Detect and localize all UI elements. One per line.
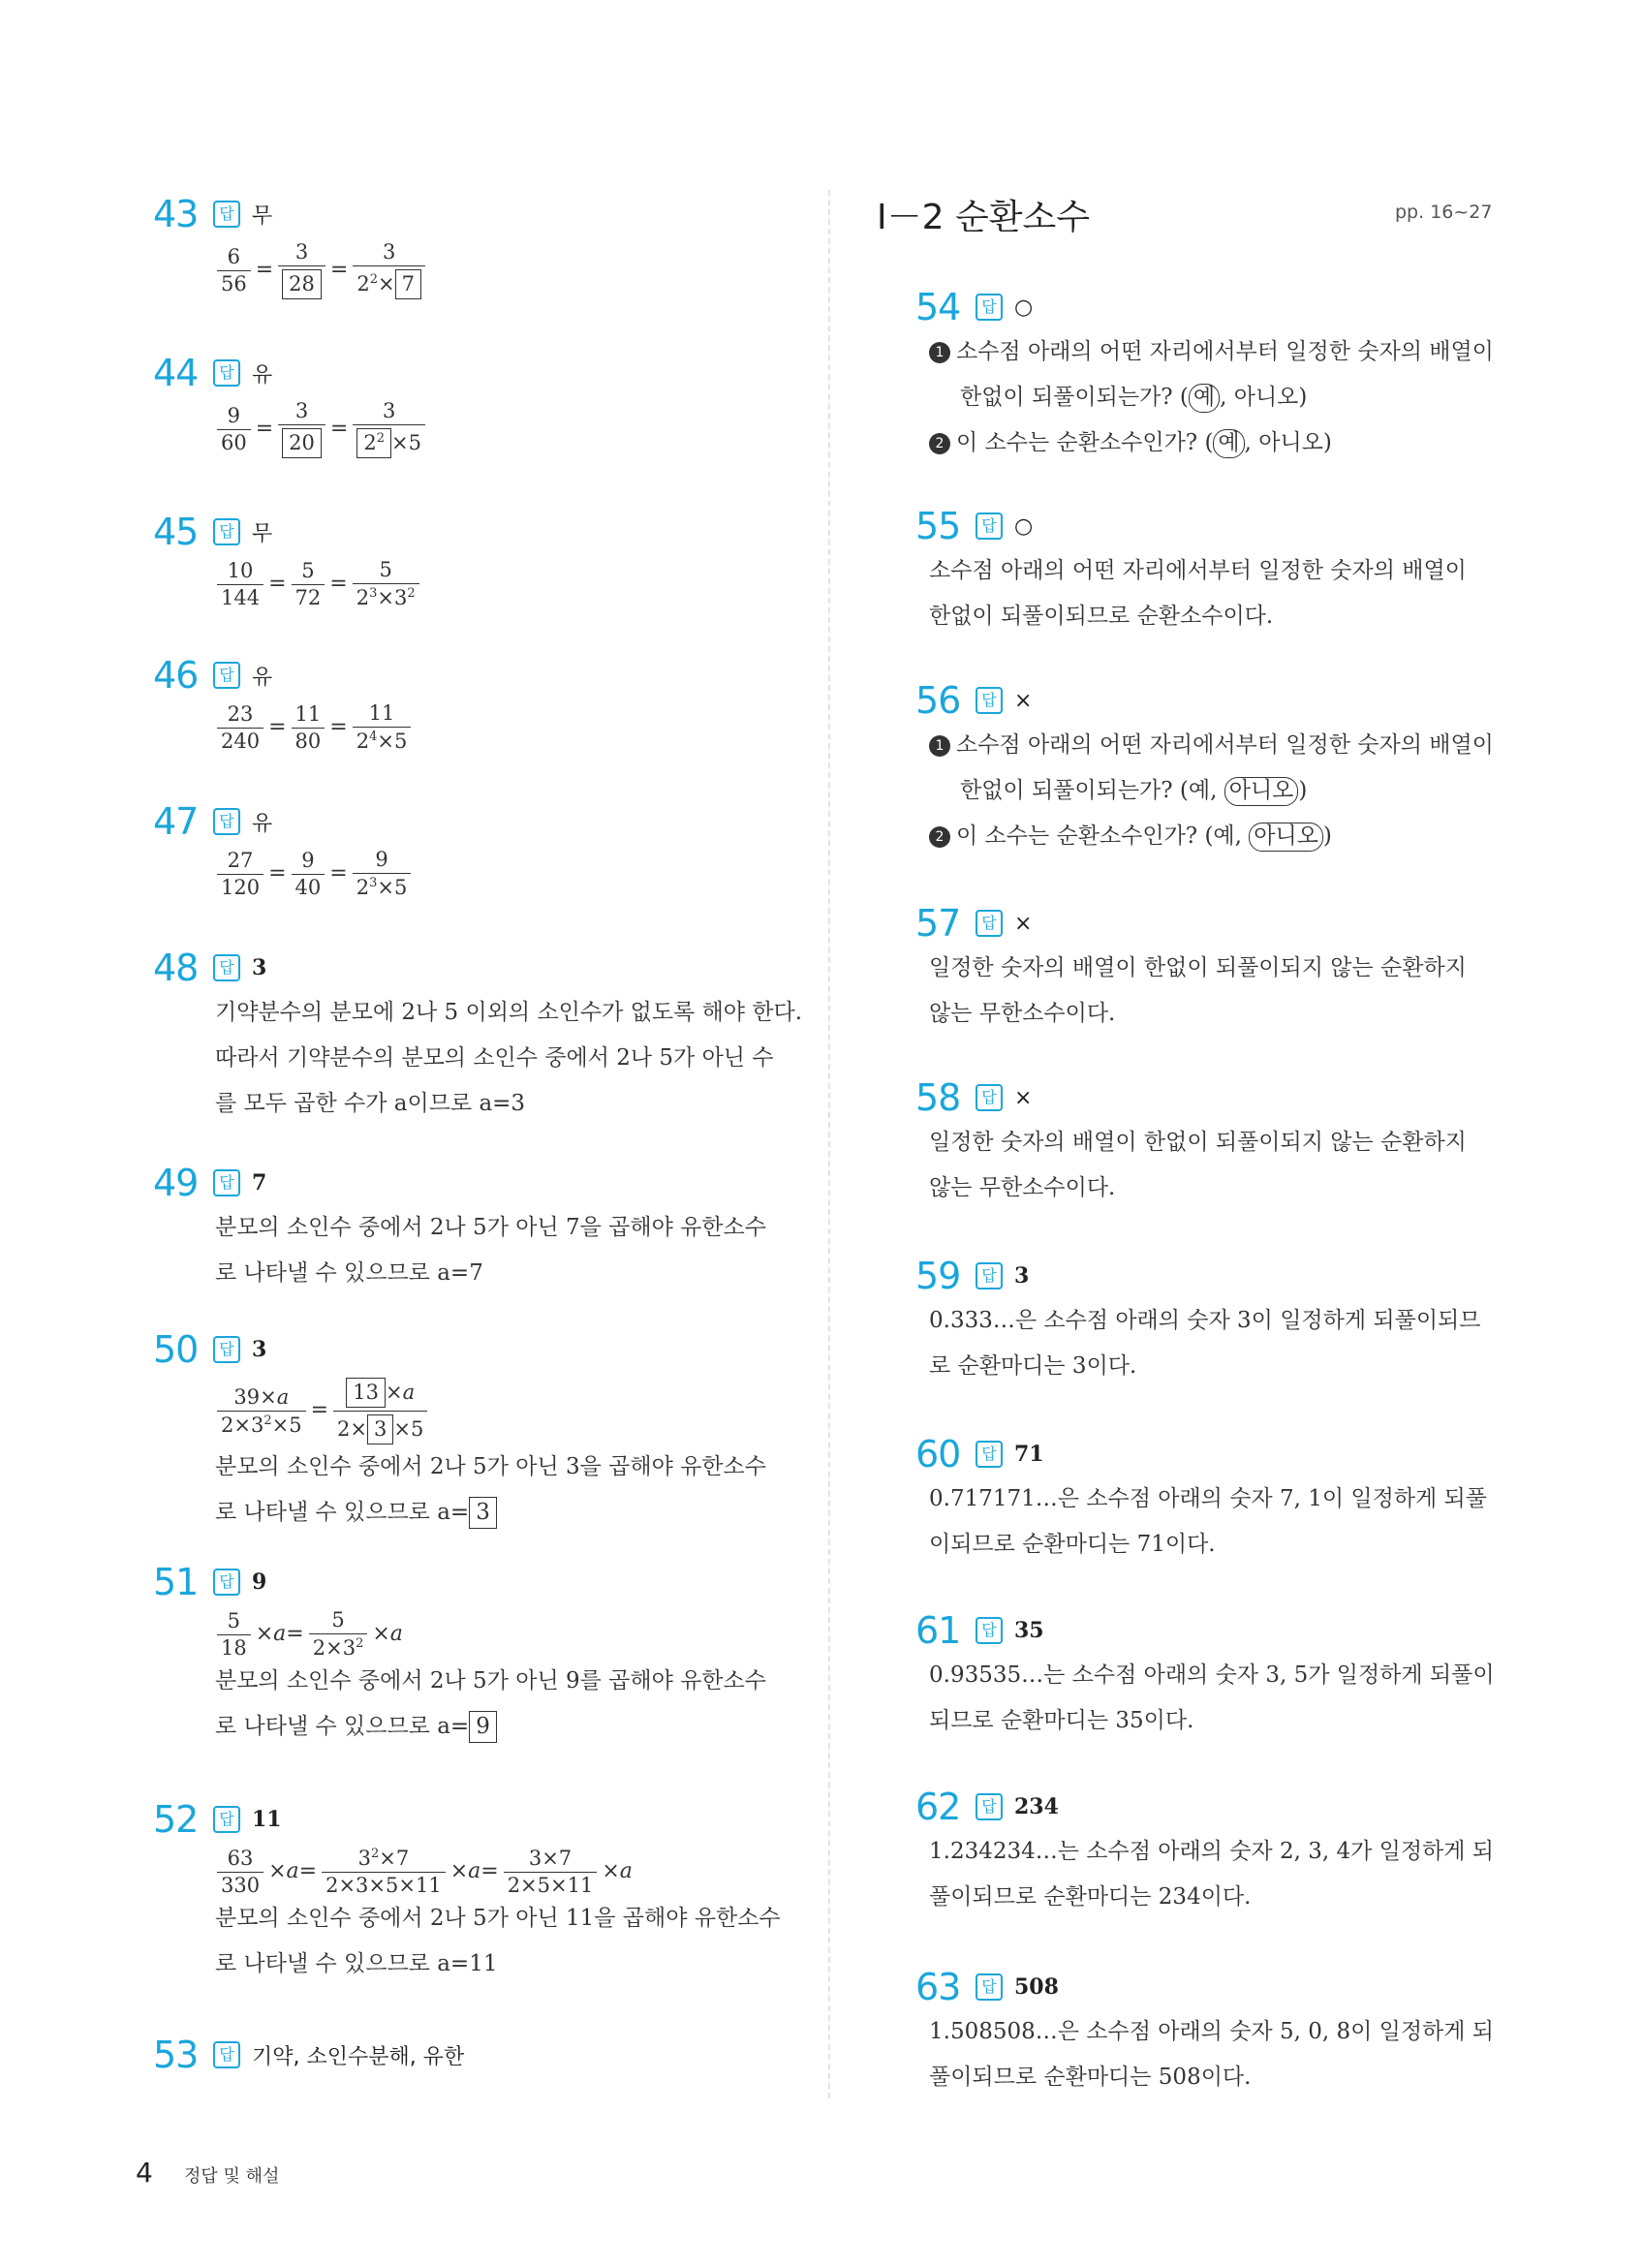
problem-number: 54 <box>915 286 961 328</box>
explanation: 분모의 소인수 중에서 2나 5가 아닌 7을 곱해야 유한소수 로 나타낼 수 있으므로 a=7 <box>215 1215 766 1286</box>
answer: × <box>1014 688 1033 713</box>
problem-47 <box>153 799 413 898</box>
answer-tag-icon: 답 <box>976 294 1003 321</box>
problem-number: 61 <box>915 1609 961 1652</box>
step-2-icon: 2 <box>929 826 950 848</box>
problem-number: 62 <box>915 1786 961 1828</box>
problem-54 <box>915 285 1494 466</box>
problem-number: 55 <box>915 505 961 547</box>
problem-52 <box>153 1797 781 1987</box>
problem-63 <box>915 1965 1494 2100</box>
problem-number: 50 <box>153 1328 199 1371</box>
answer: 3 <box>252 955 267 980</box>
explanation: 1.234234…는 소수점 아래의 숫자 2, 3, 4가 일정하게 되 풀이되므로 순환마디는 234이다. <box>929 1839 1495 1910</box>
explanation: 기약분수의 분모에 2나 5 이외의 소인수가 없도록 해야 한다. 따라서 기약분수의 분모의 소인수 중에서 2나 5가 아닌 수 를 모두 곱한 수가 a이므로 a=3 <box>215 1000 803 1116</box>
step-1-icon: 1 <box>929 735 950 757</box>
circled-choice: 아니오 <box>1224 777 1299 806</box>
page-range: pp. 16~27 <box>1395 202 1493 223</box>
answer-tag-icon: 답 <box>213 1336 240 1363</box>
problem-number: 44 <box>153 352 199 394</box>
answer-tag-icon: 답 <box>213 1806 240 1833</box>
step-2-icon: 2 <box>929 433 950 454</box>
explanation: 0.717171…은 소수점 아래의 숫자 7, 1이 일정하게 되풀 이되므로 순환마디는 71이다. <box>929 1486 1487 1557</box>
explanation: 분모의 소인수 중에서 2나 5가 아닌 3을 곱해야 유한소수 로 나타낼 수 있으므로 a= 3 <box>153 1445 766 1536</box>
answer-tag-icon: 답 <box>976 1973 1003 2001</box>
problem-61 <box>915 1608 1495 1744</box>
problem-50 <box>153 1327 766 1536</box>
equation: $\frac{39\times a}{2\times 3^2\times 5}$ = $\frac{13 \times a}{2\times 3 \times 5}$ <box>153 1376 766 1445</box>
problem-48 <box>153 946 802 1127</box>
answer: × <box>1014 911 1033 936</box>
answer: 9 <box>252 1569 267 1595</box>
equation: $\frac{63}{330}$ ×a= $\frac{3^2\times 7}{2\times 3\times 5\times 11}$ ×a= $\frac{3\times 7}{2\times 5\times 11}$ ×a <box>153 1846 781 1896</box>
equation: $\frac{5}{18}$ ×a= $\frac{5}{2\times 3^2}$ ×a <box>153 1608 766 1659</box>
problem-number: 45 <box>153 511 199 553</box>
problem-57 <box>915 901 1467 1037</box>
answer-tag-icon: 답 <box>976 1084 1003 1111</box>
explanation: 일정한 숫자의 배열이 한없이 되풀이되지 않는 순환하지 않는 무한소수이다. <box>929 1130 1467 1200</box>
answer-tag-icon: 답 <box>213 518 240 545</box>
explanation: 1.508508…은 소수점 아래의 숫자 5, 0, 8이 일정하게 되 풀이되므로 순환마디는 508이다. <box>929 2019 1495 2090</box>
answer: ○ <box>1014 295 1034 320</box>
answer: 유 <box>252 362 273 388</box>
problem-number: 60 <box>915 1433 961 1476</box>
problem-58 <box>915 1075 1467 1211</box>
answer: 무 <box>252 203 273 229</box>
answer-tag-icon: 답 <box>976 513 1003 540</box>
problem-53 <box>153 2033 464 2077</box>
answer: ○ <box>1014 513 1034 539</box>
problem-number: 52 <box>153 1798 199 1841</box>
problem-number: 63 <box>915 1966 961 2008</box>
problem-number: 59 <box>915 1255 961 1297</box>
problem-number: 43 <box>153 193 199 235</box>
answer: 7 <box>252 1170 267 1196</box>
answer-tag-icon: 답 <box>213 662 240 689</box>
answer-tag-icon: 답 <box>976 910 1003 937</box>
footer-label: 정답 및 해설 <box>184 2166 280 2187</box>
answer-tag-icon: 답 <box>213 2041 240 2068</box>
answer: 무 <box>252 521 273 546</box>
answer-tag-icon: 답 <box>213 359 240 387</box>
problem-number: 56 <box>915 679 961 722</box>
section-title: Ⅰ－2 순환소수 <box>877 198 1091 237</box>
answer-tag-icon: 답 <box>213 201 240 228</box>
answer: 3 <box>252 1337 267 1362</box>
answer: 유 <box>252 811 273 836</box>
step-1-icon: 1 <box>929 342 950 363</box>
problem-62 <box>915 1785 1494 1920</box>
problem-number: 51 <box>153 1561 199 1603</box>
answer: 234 <box>1014 1794 1059 1819</box>
problem-number: 46 <box>153 654 199 697</box>
explanation: 소수점 아래의 어떤 자리에서부터 일정한 숫자의 배열이 한없이 되풀이되므로 순환소수이다. <box>929 558 1467 629</box>
answer-tag-icon: 답 <box>213 1569 240 1596</box>
problem-59 <box>915 1254 1481 1389</box>
problem-45 <box>153 510 421 608</box>
equation: $\frac{9}{60}$ = $\frac{3}{20}$ = $\frac{3}{2^2 \times 5}$ <box>153 399 427 458</box>
problem-number: 53 <box>153 2034 199 2076</box>
equation: $\frac{27}{120}$ = $\frac{9}{40}$ = $\frac{9}{2^3\times 5}$ <box>153 848 413 898</box>
problem-number: 57 <box>915 902 961 945</box>
answer: 71 <box>1014 1442 1044 1467</box>
equation: $\frac{10}{144}$ = $\frac{5}{72}$ = $\frac{5}{2^3\times 3^2}$ <box>153 558 421 608</box>
answer-tag-icon: 답 <box>976 1441 1003 1468</box>
circled-choice: 예 <box>1213 429 1244 458</box>
answer-tag-icon: 답 <box>213 954 240 981</box>
explanation: 일정한 숫자의 배열이 한없이 되풀이되지 않는 순환하지 않는 무한소수이다. <box>929 955 1467 1026</box>
answer: 유 <box>252 665 273 690</box>
answer-tag-icon: 답 <box>976 1793 1003 1820</box>
problem-44 <box>153 351 427 458</box>
answer: 3 <box>1014 1263 1030 1289</box>
problem-60 <box>915 1432 1487 1568</box>
explanation: 1 소수점 아래의 어떤 자리에서부터 일정한 숫자의 배열이 한없이 되풀이되는가? (예, 아니오 ) 2 이 소수는 순환소수인가? (예, 아니오 ) <box>915 723 1494 859</box>
answer-tag-icon: 답 <box>976 687 1003 714</box>
explanation: 분모의 소인수 중에서 2나 5가 아닌 9를 곱해야 유한소수 로 나타낼 수 있으므로 a= 9 <box>153 1659 766 1750</box>
circled-choice: 아니오 <box>1249 823 1323 852</box>
problem-56 <box>915 678 1494 859</box>
answer: × <box>1014 1085 1033 1110</box>
explanation: 0.333…은 소수점 아래의 숫자 3이 일정하게 되풀이되므 로 순환마디는 3이다. <box>929 1308 1481 1379</box>
problem-number: 49 <box>153 1162 199 1204</box>
problem-number: 48 <box>153 947 199 989</box>
explanation: 분모의 소인수 중에서 2나 5가 아닌 11을 곱해야 유한소수 로 나타낼 수 있으므로 a=11 <box>215 1906 781 1976</box>
problem-number: 58 <box>915 1076 961 1119</box>
answer-tag-icon: 답 <box>976 1617 1003 1644</box>
answer-tag-icon: 답 <box>213 1169 240 1196</box>
column-divider <box>828 190 830 2098</box>
answer: 35 <box>1014 1618 1044 1643</box>
explanation: 1 소수점 아래의 어떤 자리에서부터 일정한 숫자의 배열이 한없이 되풀이되는가? ( 예 , 아니오) 2 이 소수는 순환소수인가? ( 예 , 아니오) <box>915 329 1494 466</box>
equation: $\frac{6}{56}$ = $\frac{3}{28}$ = $\frac{3}{2^2\times 7}$ <box>153 240 427 299</box>
problem-43 <box>153 192 427 299</box>
problem-49 <box>153 1161 766 1296</box>
problem-55 <box>915 504 1467 639</box>
circled-choice: 예 <box>1189 384 1220 413</box>
problem-51 <box>153 1560 766 1750</box>
explanation: 0.93535…는 소수점 아래의 숫자 3, 5가 일정하게 되풀이 되므로 순환마디는 35이다. <box>929 1662 1495 1733</box>
answer-tag-icon: 답 <box>213 808 240 835</box>
footer-page-number: 4 <box>136 2157 153 2189</box>
equation: $\frac{23}{240}$ = $\frac{11}{80}$ = $\frac{11}{2^4\times 5}$ <box>153 701 413 752</box>
answer: 508 <box>1014 1974 1059 2000</box>
answer: 기약, 소인수분해, 유한 <box>252 2044 465 2069</box>
answer-tag-icon: 답 <box>976 1262 1003 1289</box>
problem-46 <box>153 653 413 752</box>
problem-number: 47 <box>153 800 199 843</box>
answer: 11 <box>252 1807 282 1832</box>
